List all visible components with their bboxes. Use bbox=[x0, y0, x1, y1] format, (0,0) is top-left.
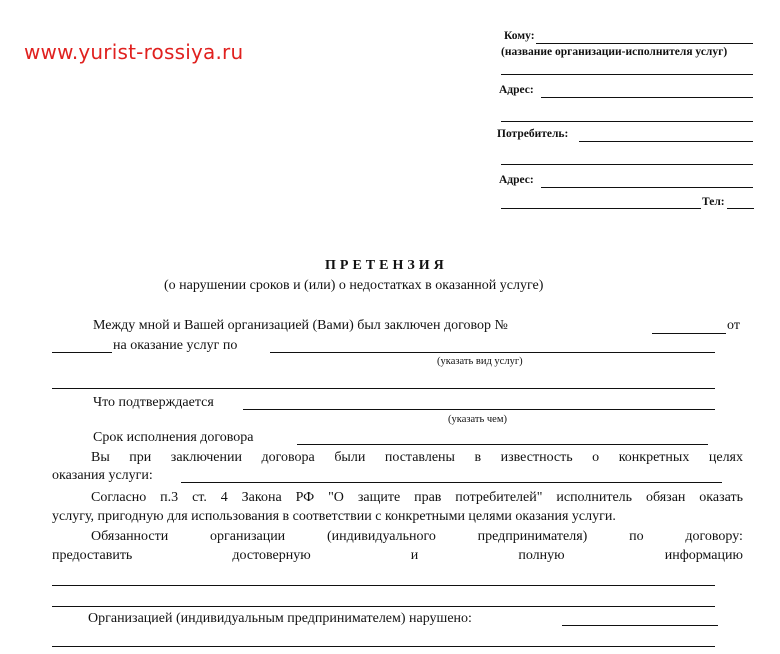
duty-word: предпринимателя) bbox=[477, 529, 588, 544]
contract-text: Между мной и Вашей организацией (Вами) был заключен договор № bbox=[93, 318, 508, 333]
address-line bbox=[541, 97, 753, 98]
law-line-2: услугу, пригодную для использования в соответствии с конкретными целями оказания услуги. bbox=[52, 509, 616, 524]
contract-number-line bbox=[652, 333, 726, 334]
phone-label: Тел: bbox=[702, 196, 725, 208]
purpose-label: оказания услуги: bbox=[52, 468, 153, 483]
purpose-line-1: Вы при заключении договора были поставлены в известность о конкретных целях bbox=[91, 450, 743, 465]
provide-word: информацию bbox=[664, 548, 743, 563]
phone-line-before bbox=[501, 208, 701, 209]
violated-line-2 bbox=[52, 646, 715, 647]
provide-word: и bbox=[410, 548, 419, 563]
service-label: на оказание услуг по bbox=[113, 338, 238, 353]
address-label: Адрес: bbox=[499, 84, 534, 96]
violated-line bbox=[562, 625, 718, 626]
watermark: www.yurist-rossiya.ru bbox=[24, 40, 244, 64]
phone-line bbox=[727, 208, 754, 209]
org-hint: (название организации-исполнителя услуг) bbox=[501, 46, 728, 58]
address2-label: Адрес: bbox=[499, 174, 534, 186]
provide-line-2 bbox=[52, 606, 715, 607]
date-line bbox=[52, 352, 112, 353]
duty-row bbox=[91, 529, 743, 545]
address2-line bbox=[541, 187, 753, 188]
service-hint: (указать вид услуг) bbox=[437, 356, 523, 367]
service-line bbox=[270, 352, 715, 353]
duty-word: по bbox=[629, 529, 644, 544]
address-line-2 bbox=[501, 121, 753, 122]
duty-word: договору: bbox=[685, 529, 743, 544]
confirm-hint: (указать чем) bbox=[448, 414, 507, 425]
term-label: Срок исполнения договора bbox=[93, 430, 254, 445]
org-line bbox=[501, 74, 753, 75]
consumer-line bbox=[579, 141, 753, 142]
doc-subtitle: (о нарушении сроков и (или) о недостатках в оказанной услуге) bbox=[164, 278, 544, 293]
to-line bbox=[536, 43, 753, 44]
provide-line-1 bbox=[52, 585, 715, 586]
consumer-line-2 bbox=[501, 164, 753, 165]
provide-word: достоверную bbox=[232, 548, 311, 563]
to-label: Кому: bbox=[504, 30, 535, 42]
service-line-2 bbox=[52, 388, 715, 389]
purpose-line bbox=[181, 482, 722, 483]
consumer-label: Потребитель: bbox=[497, 128, 569, 140]
provide-row bbox=[52, 548, 743, 564]
violated-label: Организацией (индивидуальным предпринимателем) нарушено: bbox=[88, 611, 472, 626]
confirm-line bbox=[243, 409, 715, 410]
duty-word: (индивидуального bbox=[326, 529, 436, 544]
contract-ot: от bbox=[727, 318, 740, 333]
duty-word: организации bbox=[210, 529, 286, 544]
law-line-1: Согласно п.3 ст. 4 Закона РФ "О защите прав потребителей" исполнитель обязан оказать bbox=[91, 490, 743, 505]
provide-word: предоставить bbox=[52, 548, 133, 563]
doc-title: ПРЕТЕНЗИЯ bbox=[325, 258, 448, 273]
confirm-label: Что подтверждается bbox=[93, 395, 214, 410]
duty-word: Обязанности bbox=[91, 529, 169, 544]
provide-word: полную bbox=[518, 548, 565, 563]
term-line bbox=[297, 444, 708, 445]
